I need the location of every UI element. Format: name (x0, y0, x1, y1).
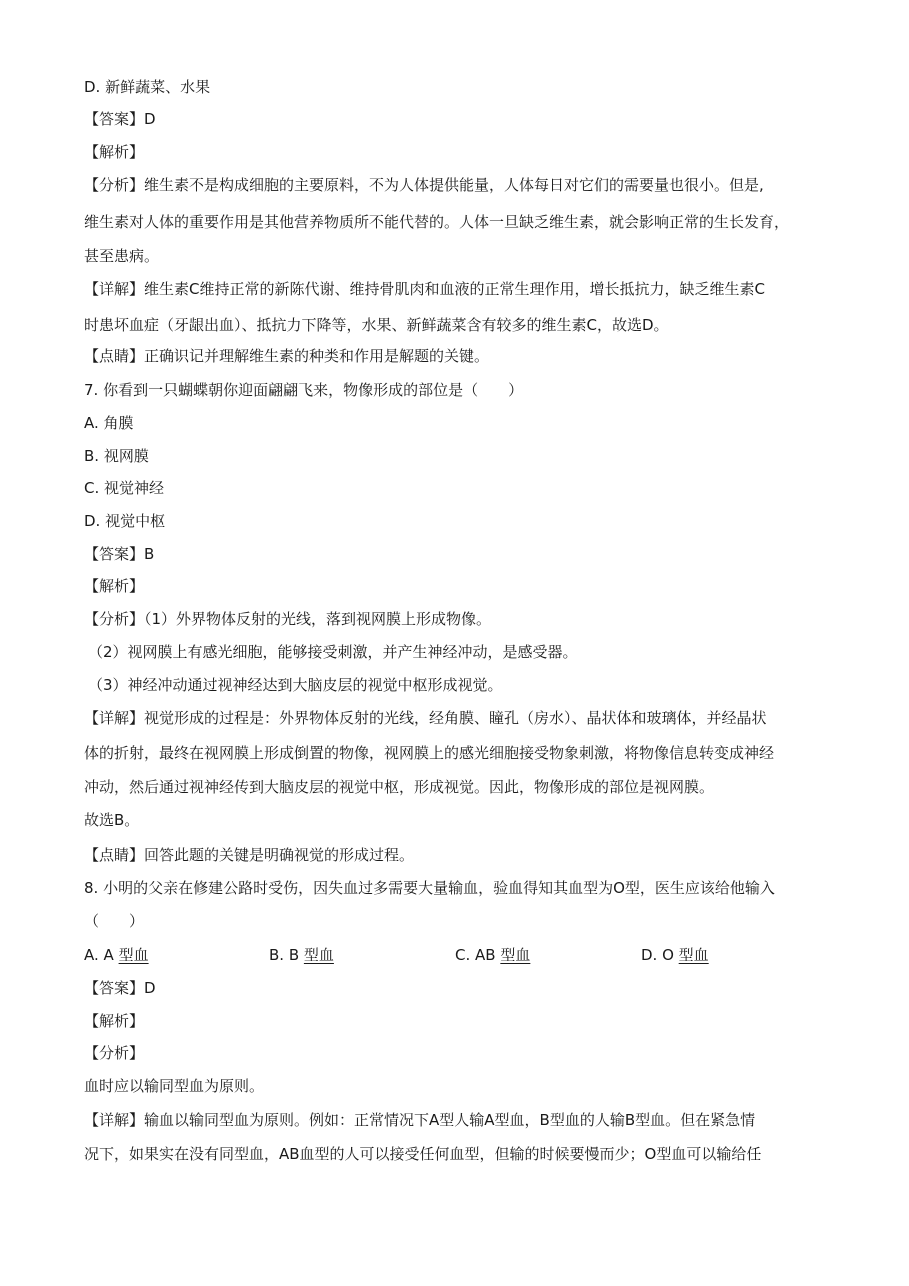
q8-option-b (269, 945, 334, 965)
dianjing-text: 回答此题的关键是明确视觉的形成过程。 (144, 846, 415, 864)
xiangjie-text: 输血以输同型血为原则。例如：正常情况下A型人输A型血，B型血的人输B型血。但在紧急情 (144, 1111, 756, 1129)
q8-fenxi-tag: 【分析】 (84, 1044, 145, 1062)
q7-xiangjie-line-4: 故选B。 (84, 811, 140, 829)
option-underlined: 型血 (118, 946, 149, 964)
q8-xiangjie-line-1 (84, 1110, 829, 1130)
q6-analysis-tag: 【解析】 (84, 143, 145, 161)
q7-option-d: D. 视觉中枢 (84, 512, 166, 530)
answer-tag: 【答案】 (84, 545, 145, 563)
q8-option-d (641, 945, 709, 965)
fenxi-tag: 【分析】 (84, 610, 145, 628)
xiangjie-text: 维生素C维持正常的新陈代谢、维持骨肌肉和血液的正常生理作用，增长抵抗力，缺乏维生素C (144, 280, 765, 298)
q8-fenxi-line-1: 血时应以输同型血为原则。 (84, 1077, 265, 1095)
option-underlined: 型血 (303, 946, 334, 964)
q8-answer (84, 978, 829, 998)
q8-xiangjie-line-2: 况下，如果实在没有同型血，AB血型的人可以接受任何血型，但输的时候要慢而少；O型血可以输给任 (84, 1145, 762, 1163)
q8-analysis-tag: 【解析】 (84, 1012, 145, 1030)
option-prefix: C. AB (455, 946, 501, 964)
q7-option-b: B. 视网膜 (84, 447, 149, 465)
dianjing-tag: 【点睛】 (84, 347, 145, 365)
q7-stem: 7. 你看到一只蝴蝶朝你迎面翩翩飞来，物像形成的部位是（ ） (84, 381, 524, 399)
q7-dianjing (84, 845, 829, 865)
q7-xiangjie-line-3: 冲动，然后通过视神经传到大脑皮层的视觉中枢，形成视觉。因此，物像形成的部位是视网膜。 (84, 778, 715, 796)
xiangjie-tag: 【详解】 (84, 1111, 145, 1129)
q7-xiangjie-line-2: 体的折射，最终在视网膜上形成倒置的物像，视网膜上的感光细胞接受物象刺激，将物像信息转变成神经 (84, 744, 775, 762)
q6-fenxi-line-1 (84, 175, 829, 195)
q7-fenxi-line-3: （3）神经冲动通过视神经达到大脑皮层的视觉中枢形成视觉。 (88, 676, 503, 694)
fenxi-text: 维生素不是构成细胞的主要原料，不为人体提供能量，人体每日对它们的需要量也很小。但是, (144, 176, 764, 194)
q7-option-c: C. 视觉神经 (84, 479, 165, 497)
option-prefix: D. O (641, 946, 679, 964)
q6-fenxi-line-2: 维生素对人体的重要作用是其他营养物质所不能代替的。人体一旦缺乏维生素，就会影响正常的生长发育， (84, 213, 790, 231)
q6-xiangjie-line-1 (84, 279, 829, 299)
fenxi-tag: 【分析】 (84, 176, 145, 194)
q8-option-c (455, 945, 530, 965)
answer-tag: 【答案】 (84, 110, 145, 128)
dianjing-text: 正确识记并理解维生素的种类和作用是解题的关键。 (144, 347, 490, 365)
q7-analysis-tag: 【解析】 (84, 577, 145, 595)
q6-option-d: D. 新鲜蔬菜、水果 (84, 78, 211, 96)
q7-fenxi-line-2: （2）视网膜上有感光细胞，能够接受刺激，并产生神经冲动，是感受器。 (88, 643, 578, 661)
q6-fenxi-line-3: 甚至患病。 (84, 247, 160, 265)
xiangjie-text: 视觉形成的过程是：外界物体反射的光线，经角膜、瞳孔（房水）、晶状体和玻璃体，并经晶状 (144, 709, 767, 727)
option-underlined: 型血 (678, 946, 709, 964)
q8-stem-line-1: 8. 小明的父亲在修建公路时受伤，因失血过多需要大量输血，验血得知其血型为O型，医生应该给他输入 (84, 879, 775, 897)
option-underlined: 型血 (500, 946, 531, 964)
q6-xiangjie-line-2: 时患坏血症（牙龈出血）、抵抗力下降等，水果、新鲜蔬菜含有较多的维生素C，故选D。 (84, 316, 669, 334)
fenxi-text: （1）外界物体反射的光线，落到视网膜上形成物像。 (144, 610, 492, 628)
q8-stem-line-2: （ ） (84, 912, 145, 930)
answer-value: D (144, 979, 156, 997)
q7-answer (84, 544, 829, 564)
xiangjie-tag: 【详解】 (84, 709, 145, 727)
answer-value: B (144, 545, 155, 563)
option-prefix: A. A (84, 946, 119, 964)
q6-answer (84, 109, 829, 129)
q7-xiangjie-line-1 (84, 708, 829, 728)
option-prefix: B. B (269, 946, 304, 964)
answer-value: D (144, 110, 156, 128)
xiangjie-tag: 【详解】 (84, 280, 145, 298)
dianjing-tag: 【点睛】 (84, 846, 145, 864)
q6-dianjing (84, 346, 829, 366)
answer-tag: 【答案】 (84, 979, 145, 997)
q8-option-a (84, 945, 149, 965)
q7-option-a: A. 角膜 (84, 414, 134, 432)
q7-fenxi-line-1 (84, 609, 829, 629)
